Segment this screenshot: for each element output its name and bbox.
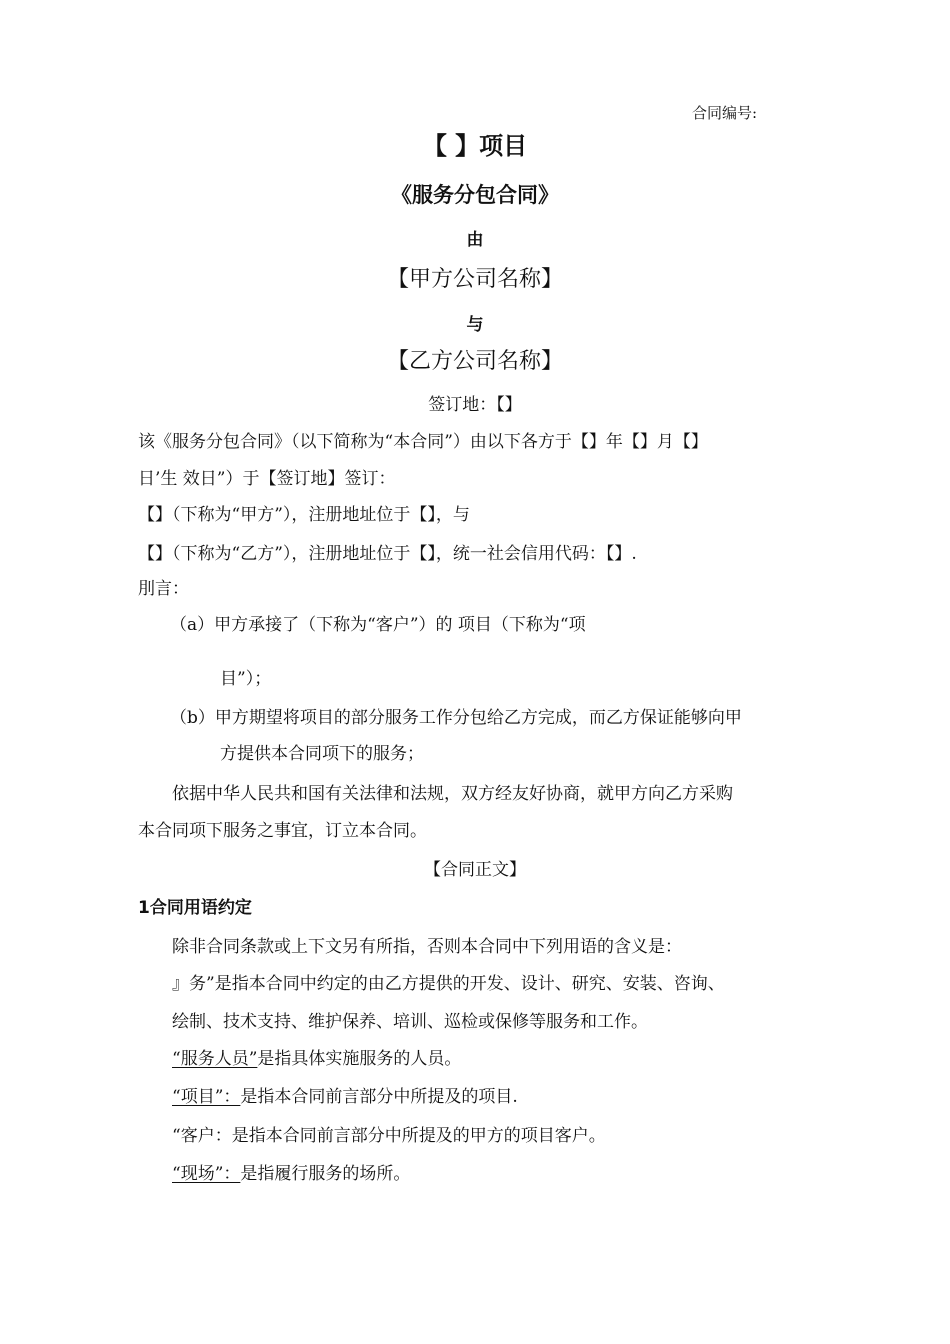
definition-project	[172, 1085, 518, 1109]
by-label: 由	[466, 230, 484, 250]
intro-line-1: 该《服务分包合同》（以下简称为“本合同”）由以下各方于【】年【】月【】	[138, 432, 708, 452]
sign-place: 签订地：【】	[428, 395, 522, 415]
party-b-name: 【乙方公司名称】	[386, 349, 563, 374]
definition-site-text: 是指履行服务的场所。	[240, 1164, 411, 1184]
section-title: 【合同正文】	[424, 860, 526, 880]
definition-staff-term: “服务人员”	[172, 1049, 258, 1069]
item-a-line-1: （a）甲方承接了（下称为“客户”）的 项目（下称为“项	[170, 615, 586, 635]
preface-label: 刖言：	[138, 579, 189, 599]
item-b-line-1: （b）甲方期望将项目的部分服务工作分包给乙方完成，而乙方保证能够向甲	[170, 708, 742, 728]
basis-line-2: 本合同项下服务之事宜，订立本合同。	[138, 821, 427, 841]
and-label: 与	[466, 315, 484, 335]
party-b-line: 【】（下称为“乙方”），注册地址位于【】，统一社会信用代码：【】.	[138, 544, 637, 564]
definition-site	[172, 1162, 410, 1186]
definition-site-term: “现场”：	[172, 1164, 241, 1184]
clause-1-intro: 除非合同条款或上下文另有所指，否则本合同中下列用语的含义是：	[172, 937, 682, 957]
definition-staff-text: 是指具体实施服务的人员。	[257, 1049, 462, 1069]
definition-service-line-2: 绘制、技术支持、维护保养、培训、巡检或保修等服务和工作。	[172, 1012, 648, 1032]
intro-line-2: 日’生 效日”）于【签订地】签订：	[138, 469, 396, 489]
definition-service-line-1: 』务”是指本合同中约定的由乙方提供的开发、设计、研究、安装、咨询、	[172, 974, 725, 994]
project-title: 【 】项目	[422, 132, 528, 160]
item-a-line-2: 目”）；	[220, 669, 272, 689]
contract-number-label: 合同编号:	[692, 104, 758, 122]
definition-client: “客户：是指本合同前言部分中所提及的甲方的项目客户。	[172, 1126, 606, 1146]
item-b-line-2: 方提供本合同项下的服务；	[220, 744, 424, 764]
clause-1-heading: 1合同用语约定	[138, 898, 252, 918]
party-a-line: 【】（下称为“甲方”），注册地址位于【】，与	[138, 505, 470, 525]
contract-title: 《服务分包合同》	[391, 183, 559, 207]
basis-line-1: 依据中华人民共和国有关法律和法规，双方经友好协商，就甲方向乙方采购	[172, 784, 733, 804]
definition-project-term: “项目”：	[172, 1087, 241, 1107]
party-a-name: 【甲方公司名称】	[386, 267, 563, 292]
definition-project-text: 是指本合同前言部分中所提及的项目.	[240, 1087, 518, 1107]
definition-staff	[172, 1047, 461, 1071]
